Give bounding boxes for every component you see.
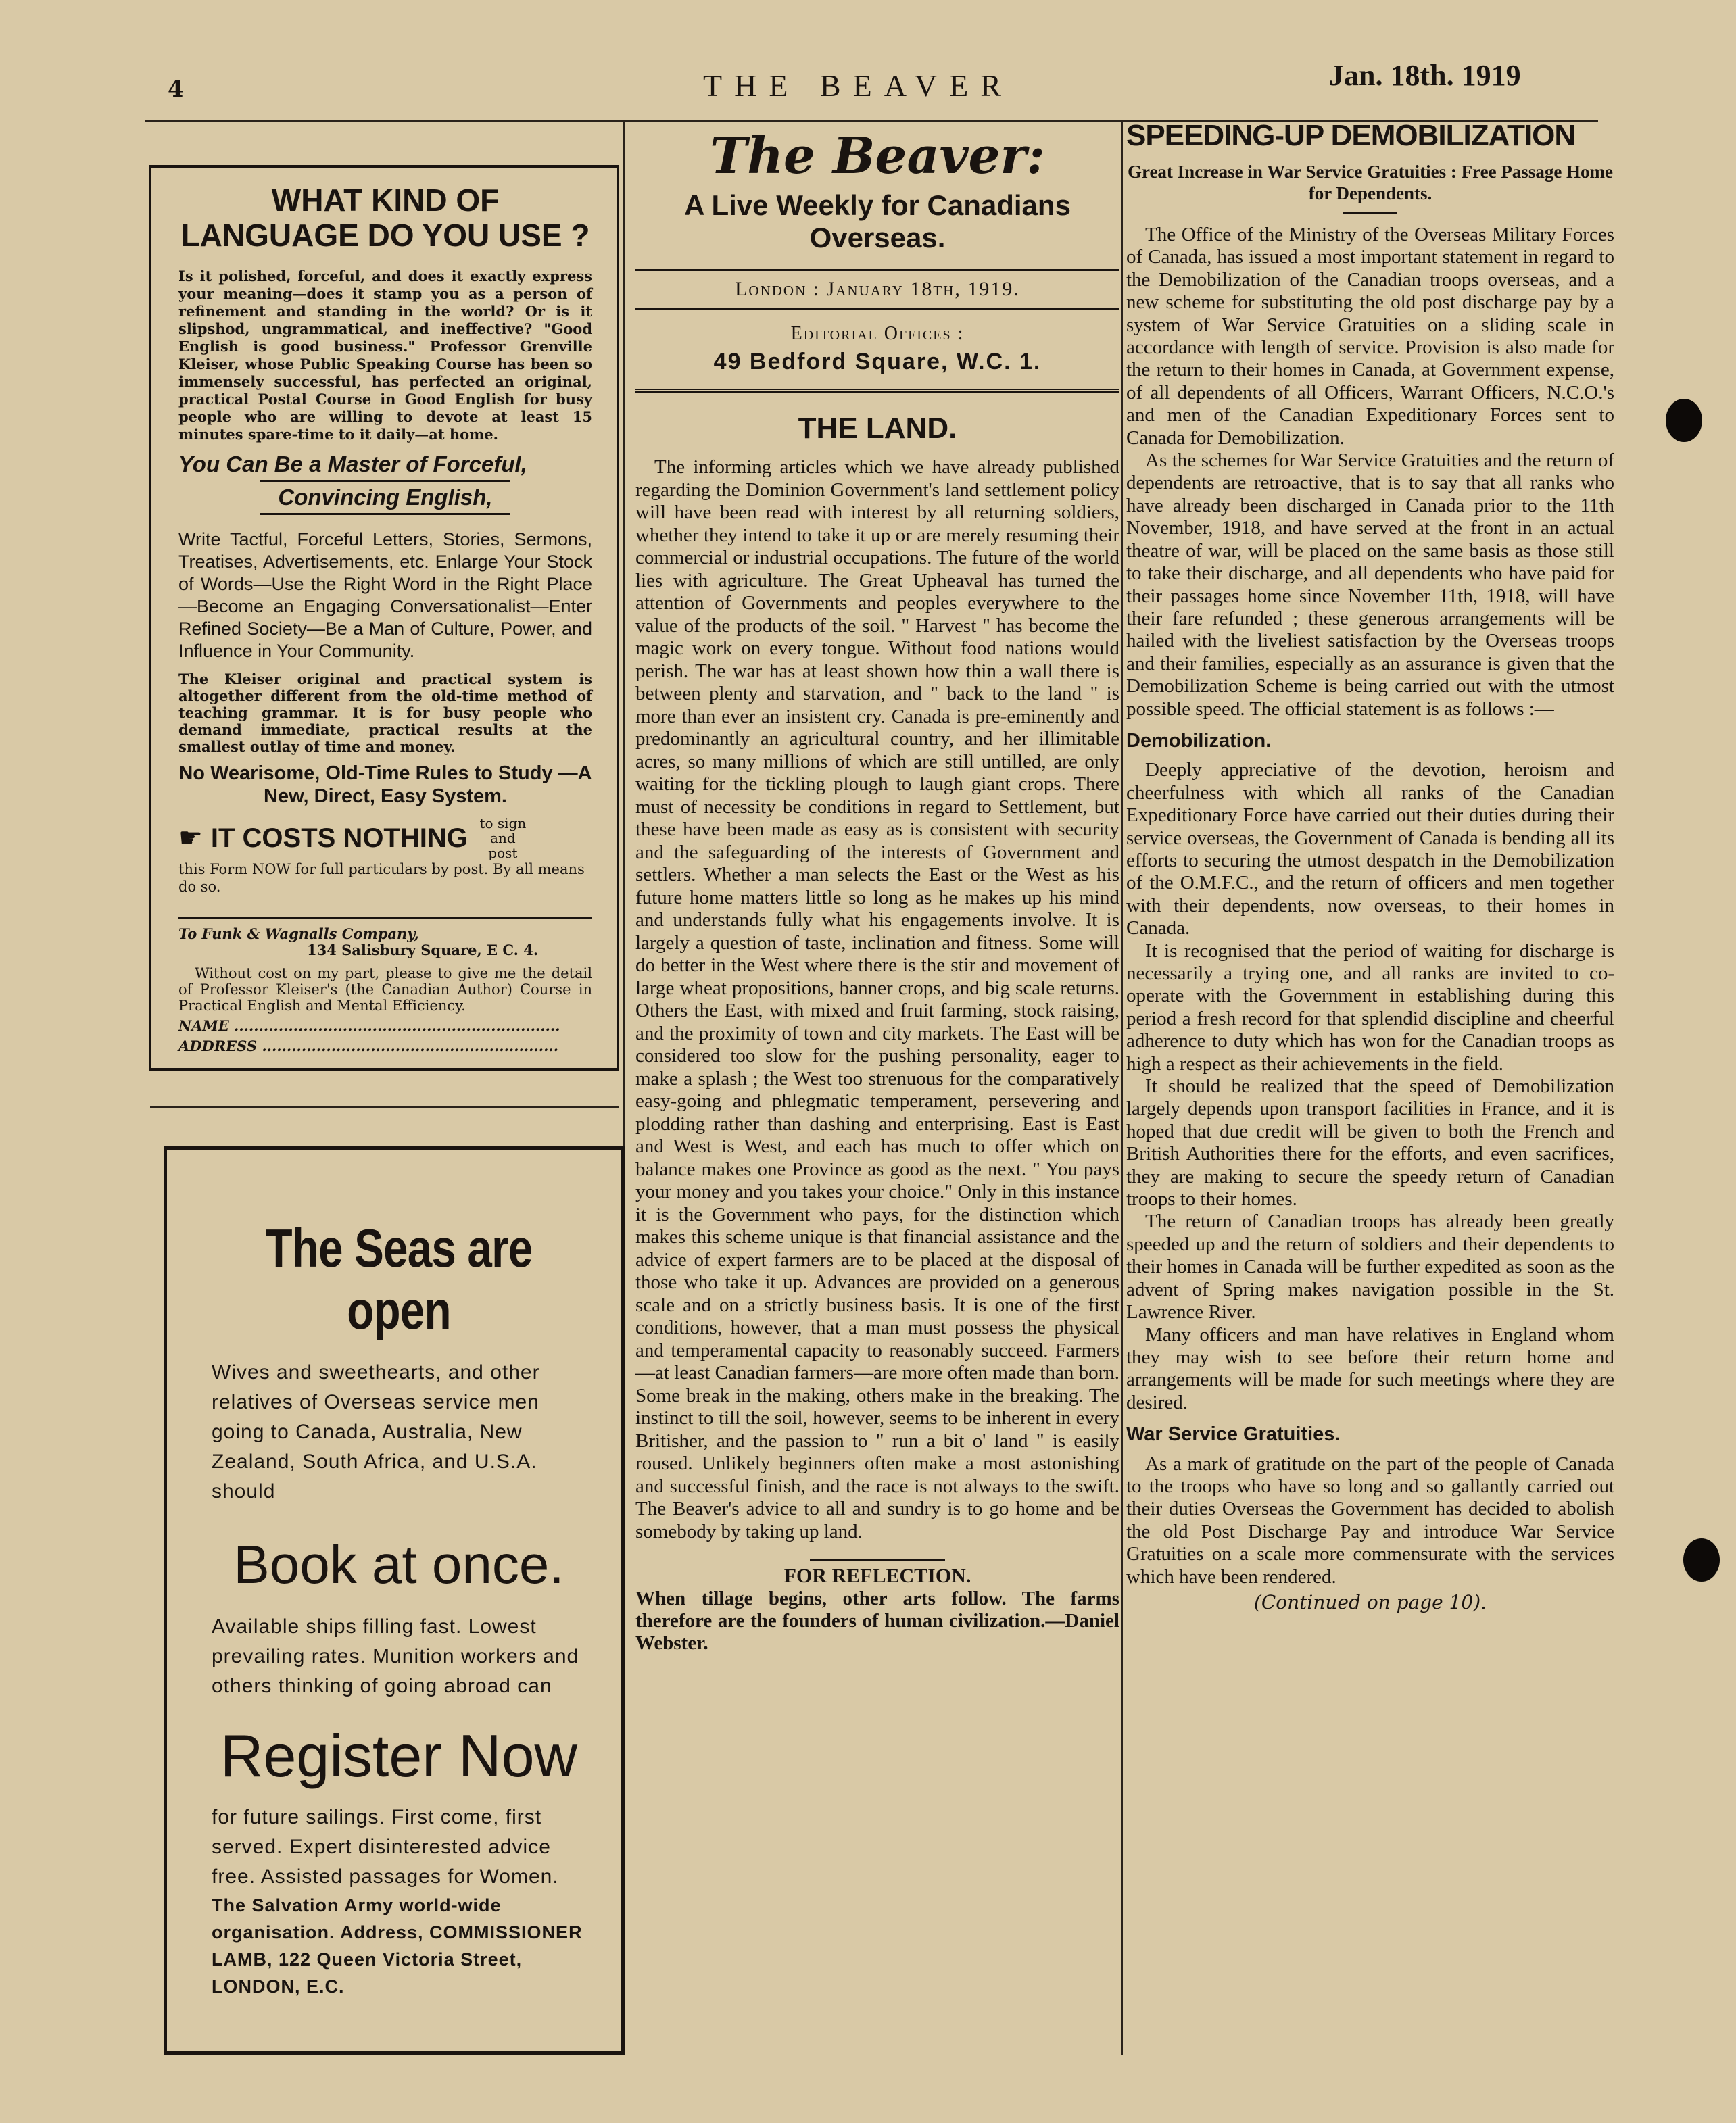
pointing-hand-icon: ☛	[178, 823, 203, 854]
demob-head-gratuities: War Service Gratuities.	[1126, 1423, 1341, 1446]
demob-p6: The return of Canadian troops has already been greatly speeded up and the return of soldiers and their dependents to their homes in Canada will be further expedited as soon as the advent of Spring makes navigation possible in the St. Lawrence River.	[1126, 1211, 1614, 1323]
seas-paragraph-1: Wives and sweethearts, and other relatives of Overseas service men going to Canada, Australia, New Zealand, South Africa, and U.S.A. should	[212, 1361, 540, 1503]
seas-heading: The Seas are open	[265, 1218, 533, 1340]
demob-separator	[1343, 212, 1397, 214]
demob-p7: Many officers and man have relatives in England whom they may wish to see before their return home and arrangements will be made for such meetings where they are desired.	[1126, 1323, 1614, 1413]
editorial-offices-label: Editorial Offices :	[790, 323, 965, 344]
demob-p1: The Office of the Ministry of the Overseas Military Forces of Canada, has issued a most important statement in regard to the Demobilization of the Canadian troops overseas, and a new scheme for substituting the old post discharge pay by a system of War Service Gratuities on a sliding scale in accordance with length of service. Provision is also made for the return to their homes in Canada, at Government expense, of all dependents of all Officers, Warrant Officers, N.C.O.'s and men of the Canadian Expeditionary Forces sent to Canada for Demobilization.	[1126, 224, 1614, 449]
editorial-address: 49 Bedford Square, W.C. 1.	[635, 349, 1119, 393]
demob-p2: As the schemes for War Service Gratuities and the return of dependents are retroactive, that is to say that all ranks who have already been discharged in Canada prior to the 11th November, 1918, and have served at the front in an actual theatre of war, will be placed on the same basis as those still to take their discharge, and all dependents who have paid for their passages home since November 11th, 1918, will have their fare refunded ; these generous arrangements will be hailed with the liveliest satisfaction by the Overseas troops and their families, especially as an assurance is given that the Demobilization Scheme is being carried out with the utmost possible speed. The official statement is as follows :—	[1126, 449, 1614, 720]
demob-p5: It should be realized that the speed of Demobilization largely depends upon transport facilities in France, and it is hoped that due credit will be given to both the French and British Authorities there for the efforts, and even sacrifices, they are making to secure the speedy return of Canadian troops to their homes.	[1126, 1075, 1614, 1211]
ad-convincing-line: Convincing English,	[260, 480, 510, 515]
newspaper-title: The Beaver:	[710, 127, 1045, 185]
language-course-ad	[149, 165, 619, 1071]
ad-intro: Is it polished, forceful, and does it exactly express your meaning—does it stamp you as a person of refinement and standing in the world? Or is it slipshod, ungrammatical, and ineffective? "Good English is good business." Professor Grenville Kleiser, whose Public Speaking Course has been so immensely successful, has perfected an original, practical Postal Course in Good English for busy people who are willing to devote at least 15 minutes spare-time to it daily—at home.	[178, 268, 592, 443]
dateline: London : January 18th, 1919.	[635, 269, 1119, 310]
ad-heading: WHAT KIND OF LANGUAGE DO YOU USE ?	[180, 182, 590, 253]
salvation-army-ad	[164, 1146, 625, 2055]
issue-date: Jan. 18th. 1919	[1329, 59, 1521, 92]
seas-paragraph-3: for future sailings. First come, first served. Expert disinterested advice free. Assisted passages for Women.	[212, 1806, 559, 1888]
demob-p3: Deeply appreciative of the devotion, heroism and cheerfulness with which all ranks of the Canadian Expeditionary Force have carried out their duties during their service overseas, the Government of Canada is bending all its efforts to securing the utmost despatch in the Demobilization of the O.M.F.C., and the return of officers and men together with their dependents, now overseas, to their homes in Canada.	[1126, 759, 1614, 940]
masthead: THE BEAVER	[703, 68, 1013, 103]
column-divider-right	[1121, 122, 1123, 2055]
demob-p4: It is recognised that the period of waiting for discharge is necessarily a trying one, and all ranks are invited to co-operate with the Government in establishing during this period a fresh record for that splendid discipline and cheerful adherence to duty which has won for the Canadian troops as high a respect as their achievements in the field.	[1126, 940, 1614, 1075]
tagline: A Live Weekly for Canadians Overseas.	[684, 189, 1071, 253]
reflection-title: FOR REFLECTION.	[783, 1565, 971, 1587]
ad-master-line: You Can Be a Master of Forceful,	[178, 452, 527, 477]
binding-hole-top	[1666, 399, 1702, 442]
reflection-rule	[810, 1559, 945, 1561]
coupon-address: 134 Salisbury Square, E C. 4.	[307, 942, 539, 958]
ad-costs-nothing: IT COSTS NOTHING	[210, 823, 468, 853]
demob-article	[1126, 224, 1614, 1588]
article-body: The informing articles which we have already published regarding the Dominion Government's land settlement policy will have been read with interest by all returning soldiers, whether they intend to take it up or are merely resuming their commercial or industrial occupations. The future of the world lies with agriculture. The Great Upheaval has turned the attention of Governments and peoples everywhere to the value of the products of the soil. " Harvest " has become the magic work on every tongue. Without food nations would perish. The war has at least shown how thin a wall there is between plenty and starvation, and " back to the land " is more than ever an insistent cry. Canada is pre-eminently and predominantly an agricultural country, and her illimitable acres, so many millions of which are still untilled, are only waiting for the tickling plough to laugh giant crops. There must of necessity be conditions in regard to Settlement, but these have been made as easy as is consistent with security and the safeguarding of the interests of Government and settlers. Whether a man selects the East or the West as his future home matters little so long as he makes up his mind and understands fully what his engagements involve. It is largely a question of taste, inclination and fitness. Some will do better in the West where there is the stir and movement of large wheat propositions, banner crops, and big scale returns. Others the East, with mixed and fruit farming, stock raising, and the proximity of town and city markets. The East will be considered too slow for the pushing personality, eager to make a splash ; the West too strenuous for the comparatively easy-going and phlegmatic temperament, persevering and plodding rather than dashing and enterprising. East is East and West is West, and each has much to offer which on balance makes one Province as good as the next. " You pays your money and you takes your choice." Only in this instance it is the Government who pays, for the distinction which makes this scheme unique is that financial assistance and the advice of expert farmers are to be placed at the disposal of those who take it up. Advances are provided on a generous scale and on a strictly business basis. It is one of the first conditions, however, that a man must possess the physical and temperamental capacity to reasonably succeed. Farmers—at least Canadian farmers—are more often made than born. Some break in the making, others make in the breaking. The instinct to till the soil, however, seems to be inherent in every Britisher, and the passion to " run a bit o' land " is easily roused. Unlikely beginners often make a most astonishing and successful finish, and the race is not always to the swift. The Beaver's advice to all and sundry is to go home and be somebody by taking up land.	[635, 456, 1119, 1542]
coupon-body: Without cost on my part, please to give me the detail of Professor Kleiser's (the Canadian Author) Course in Practical English and Mental Efficiency.	[178, 965, 592, 1014]
ad-coupon	[178, 917, 592, 1054]
register-now: Register Now	[220, 1722, 578, 1789]
coupon-name-field[interactable]: NAME ..................................................................	[178, 1017, 560, 1034]
ad-to-sign: to sign and post	[479, 815, 527, 861]
continued-note: (Continued on page 10).	[1253, 1590, 1487, 1613]
page-number: 4	[168, 76, 184, 103]
demob-p8: As a mark of gratitude on the part of the people of Canada to the troops who have so long and so gallantly carried out their duties Overseas the Government has decided to abolish the old Post Discharge Pay and introduce War Service Gratuities on a scale more commensurate with the services which have been rendered.	[1126, 1453, 1614, 1588]
ad-separator-rule	[150, 1106, 619, 1108]
demob-title: SPEEDING-UP DEMOBILIZATION	[1126, 119, 1576, 152]
ad-costs-row	[178, 816, 592, 860]
ad-tail: this Form NOW for full particulars by post. By all means do so.	[178, 861, 585, 895]
book-at-once: Book at once.	[233, 1534, 564, 1594]
ad-body: Write Tactful, Forceful Letters, Stories, Sermons, Treatises, Advertisements, etc. Enlarge Your Stock of Words—Use the Right Word in the Right Place—Become an Engaging Conversationalist—Enter Refined Society—Be a Man of Culture, Power, and Influence in Your Community.	[178, 529, 592, 661]
demob-subtitle: Great Increase in War Service Gratuities : Free Passage Home for Dependents.	[1127, 162, 1614, 203]
seas-paragraph-4: The Salvation Army world-wide organisation. Address, COMMISSIONER LAMB, 122 Queen Victoria Street, LONDON, E.C.	[212, 1895, 583, 1997]
ad-wearisome-line: No Wearisome, Old-Time Rules to Study —A New, Direct, Easy System.	[178, 762, 592, 807]
coupon-to: To Funk & Wagnalls Company,	[178, 925, 419, 942]
demob-head-demobilization: Demobilization.	[1126, 729, 1272, 752]
reflection-quote: When tillage begins, other arts follow. The farms therefore are the founders of human civilization.—Daniel Webster.	[635, 1588, 1119, 1654]
coupon-address-field[interactable]: ADDRESS ............................................................	[178, 1038, 559, 1054]
ad-system-text: The Kleiser original and practical system is altogether different from the old-time method of teaching grammar. It is for busy people who demand immediate, practical results at the smallest outlay of time and money.	[178, 670, 592, 755]
seas-paragraph-2: Available ships filling fast. Lowest prevailing rates. Munition workers and others thinking of going abroad can	[212, 1615, 579, 1697]
binding-hole-bottom	[1683, 1538, 1720, 1582]
editorial-column	[635, 127, 1119, 1655]
article-title: THE LAND.	[798, 412, 957, 445]
demobilization-column	[1126, 119, 1614, 1613]
